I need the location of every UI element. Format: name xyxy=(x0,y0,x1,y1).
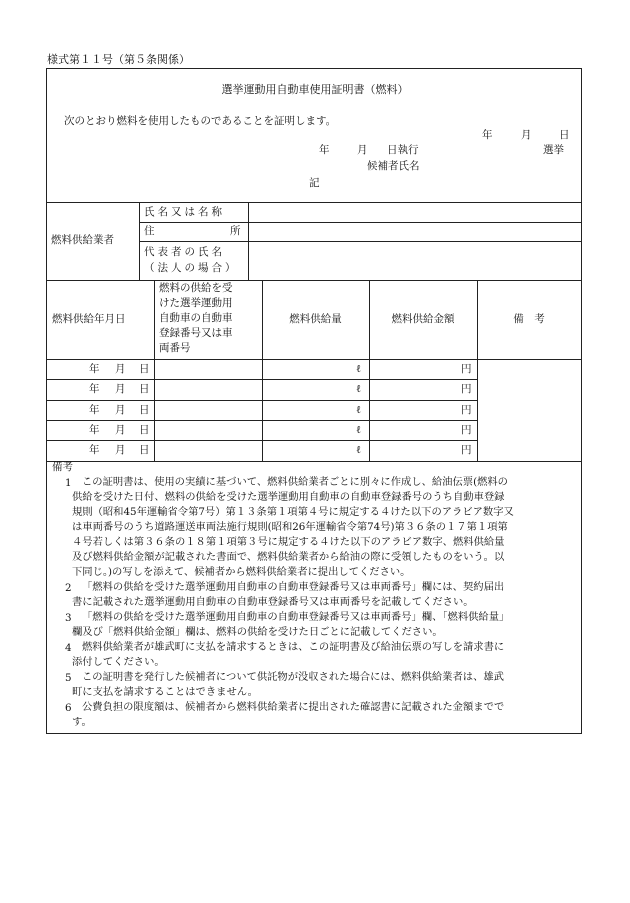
supplier-label: 燃料供給業者 xyxy=(51,234,114,246)
supplier-address-label-2: 所 xyxy=(230,225,241,237)
note-number: 2 xyxy=(65,582,72,594)
supplier-name-label: 氏名又は名称 xyxy=(144,206,225,218)
date-month: 月 xyxy=(521,129,532,141)
row-liter-unit: ℓ xyxy=(356,383,362,395)
row-day: 日 xyxy=(139,363,150,375)
row-year: 年 xyxy=(89,363,100,375)
supplier-rep-label: 代表者の氏名 xyxy=(144,246,225,258)
notes-heading: 備考 xyxy=(52,461,73,473)
row-year: 年 xyxy=(89,424,100,436)
row-liter-unit: ℓ xyxy=(356,444,362,456)
election-day-exec: 日執行 xyxy=(387,144,419,156)
note-number: 4 xyxy=(65,642,72,654)
date-year: 年 xyxy=(482,129,493,141)
header-vehicle-line-3: 自動車の自動車 xyxy=(159,312,233,324)
supplier-address-label: 住 xyxy=(144,225,155,237)
note-number: 1 xyxy=(65,477,72,489)
note-line: 燃料供給業者が雄武町に支払を請求するときは、この証明書及び給油伝票の写しを請求書に xyxy=(82,641,505,653)
election-year: 年 xyxy=(319,144,330,156)
note-line: す。 xyxy=(72,716,92,728)
header-remarks: 備 考 xyxy=(513,313,545,325)
note-line: 「燃料の供給を受けた選挙運動用自動車の自動車登録番号又は車両番号」欄には、契約届出 xyxy=(82,581,505,593)
note-line: この証明書を発行した候補者について供託物が没収された場合には、燃料供給業者は、雄武 xyxy=(82,671,504,683)
row-month: 月 xyxy=(115,444,126,456)
note-number: 5 xyxy=(65,672,72,684)
row-year: 年 xyxy=(89,404,100,416)
candidate-name-label: 候補者氏名 xyxy=(367,160,420,172)
note-line: 欄及び「燃料供給金額」欄は、燃料の供給を受けた日ごとに記載してください。 xyxy=(72,626,443,638)
date-day: 日 xyxy=(559,129,570,141)
election-label: 選挙 xyxy=(543,144,564,156)
note-number: 6 xyxy=(65,702,72,714)
row-month: 月 xyxy=(115,404,126,416)
form-number: 様式第１１号（第５条関係） xyxy=(47,53,190,66)
statement: 次のとおり燃料を使用したものであることを証明します。 xyxy=(64,115,337,127)
header-vehicle-line-4: 登録番号又は車 xyxy=(159,327,233,339)
note-line: 供給を受けた日付、燃料の供給を受けた選挙運動用自動車の自動車登録番号のうち自動車登録 xyxy=(72,491,505,503)
certificate-frame xyxy=(46,68,582,734)
note-line: 公費負担の限度額は、候補者から燃料供給業者に提出された確認書に記載された金額までで xyxy=(82,701,505,713)
document-title: 選挙運動用自動車使用証明書（燃料） xyxy=(221,83,409,96)
note-line: 「燃料の供給を受けた選挙運動用自動車の自動車登録番号又は車両番号」欄、「燃料供給量」 xyxy=(82,611,510,623)
row-liter-unit: ℓ xyxy=(356,404,362,416)
header-vehicle-line-5: 両番号 xyxy=(159,342,191,354)
ki-label: 記 xyxy=(309,177,320,189)
row-liter-unit: ℓ xyxy=(356,424,362,436)
note-line: 町に支払を請求することはできません。 xyxy=(72,686,258,698)
note-line: 添付してください。 xyxy=(72,656,165,668)
row-yen-unit: 円 xyxy=(461,444,472,456)
row-year: 年 xyxy=(89,383,100,395)
note-line: ４号若しくは第３６条の１８第１項第３号に規定する４けた以下のアラビア数字、燃料供給量 xyxy=(72,536,505,548)
supplier-rep-note: （法人の場合） xyxy=(144,262,239,274)
note-line: 下同じ。)の写しを添えて、候補者から燃料供給業者に提出してください。 xyxy=(72,566,411,578)
header-vehicle-line-2: けた選挙運動用 xyxy=(159,297,233,309)
row-yen-unit: 円 xyxy=(461,424,472,436)
row-day: 日 xyxy=(139,404,150,416)
election-month: 月 xyxy=(357,144,368,156)
header-fuel-price: 燃料供給金額 xyxy=(391,313,455,325)
row-month: 月 xyxy=(115,363,126,375)
note-line: 書に記載された選挙運動用自動車の自動車登録番号又は車両番号を記載してください。 xyxy=(72,596,474,608)
row-month: 月 xyxy=(115,424,126,436)
header-supply-date: 燃料供給年月日 xyxy=(52,313,126,325)
row-liter-unit: ℓ xyxy=(356,363,362,375)
note-line: 及び燃料供給金額が記載された書面で、燃料供給業者から給油の際に受領したものをいう。以 xyxy=(72,551,505,563)
header-vehicle-line-1: 燃料の供給を受 xyxy=(159,282,233,294)
note-line: 規則（昭和45年運輸省令第7号）第１３条第１項第４号に規定する４けた以下のアラビア数字又 xyxy=(72,506,514,518)
row-month: 月 xyxy=(115,383,126,395)
header-fuel-amount: 燃料供給量 xyxy=(289,313,342,325)
row-year: 年 xyxy=(89,444,100,456)
note-number: 3 xyxy=(65,612,72,624)
row-yen-unit: 円 xyxy=(461,404,472,416)
row-yen-unit: 円 xyxy=(461,363,472,375)
row-yen-unit: 円 xyxy=(461,383,472,395)
row-day: 日 xyxy=(139,424,150,436)
row-day: 日 xyxy=(139,444,150,456)
row-day: 日 xyxy=(139,383,150,395)
note-line: は車両番号のうち道路運送車両法施行規則(昭和26年運輸省令第74号)第３６条の１７第１項第 xyxy=(72,521,508,533)
note-line: この証明書は、使用の実績に基づいて、燃料供給業者ごとに別々に作成し、給油伝票(燃料の xyxy=(82,476,508,488)
